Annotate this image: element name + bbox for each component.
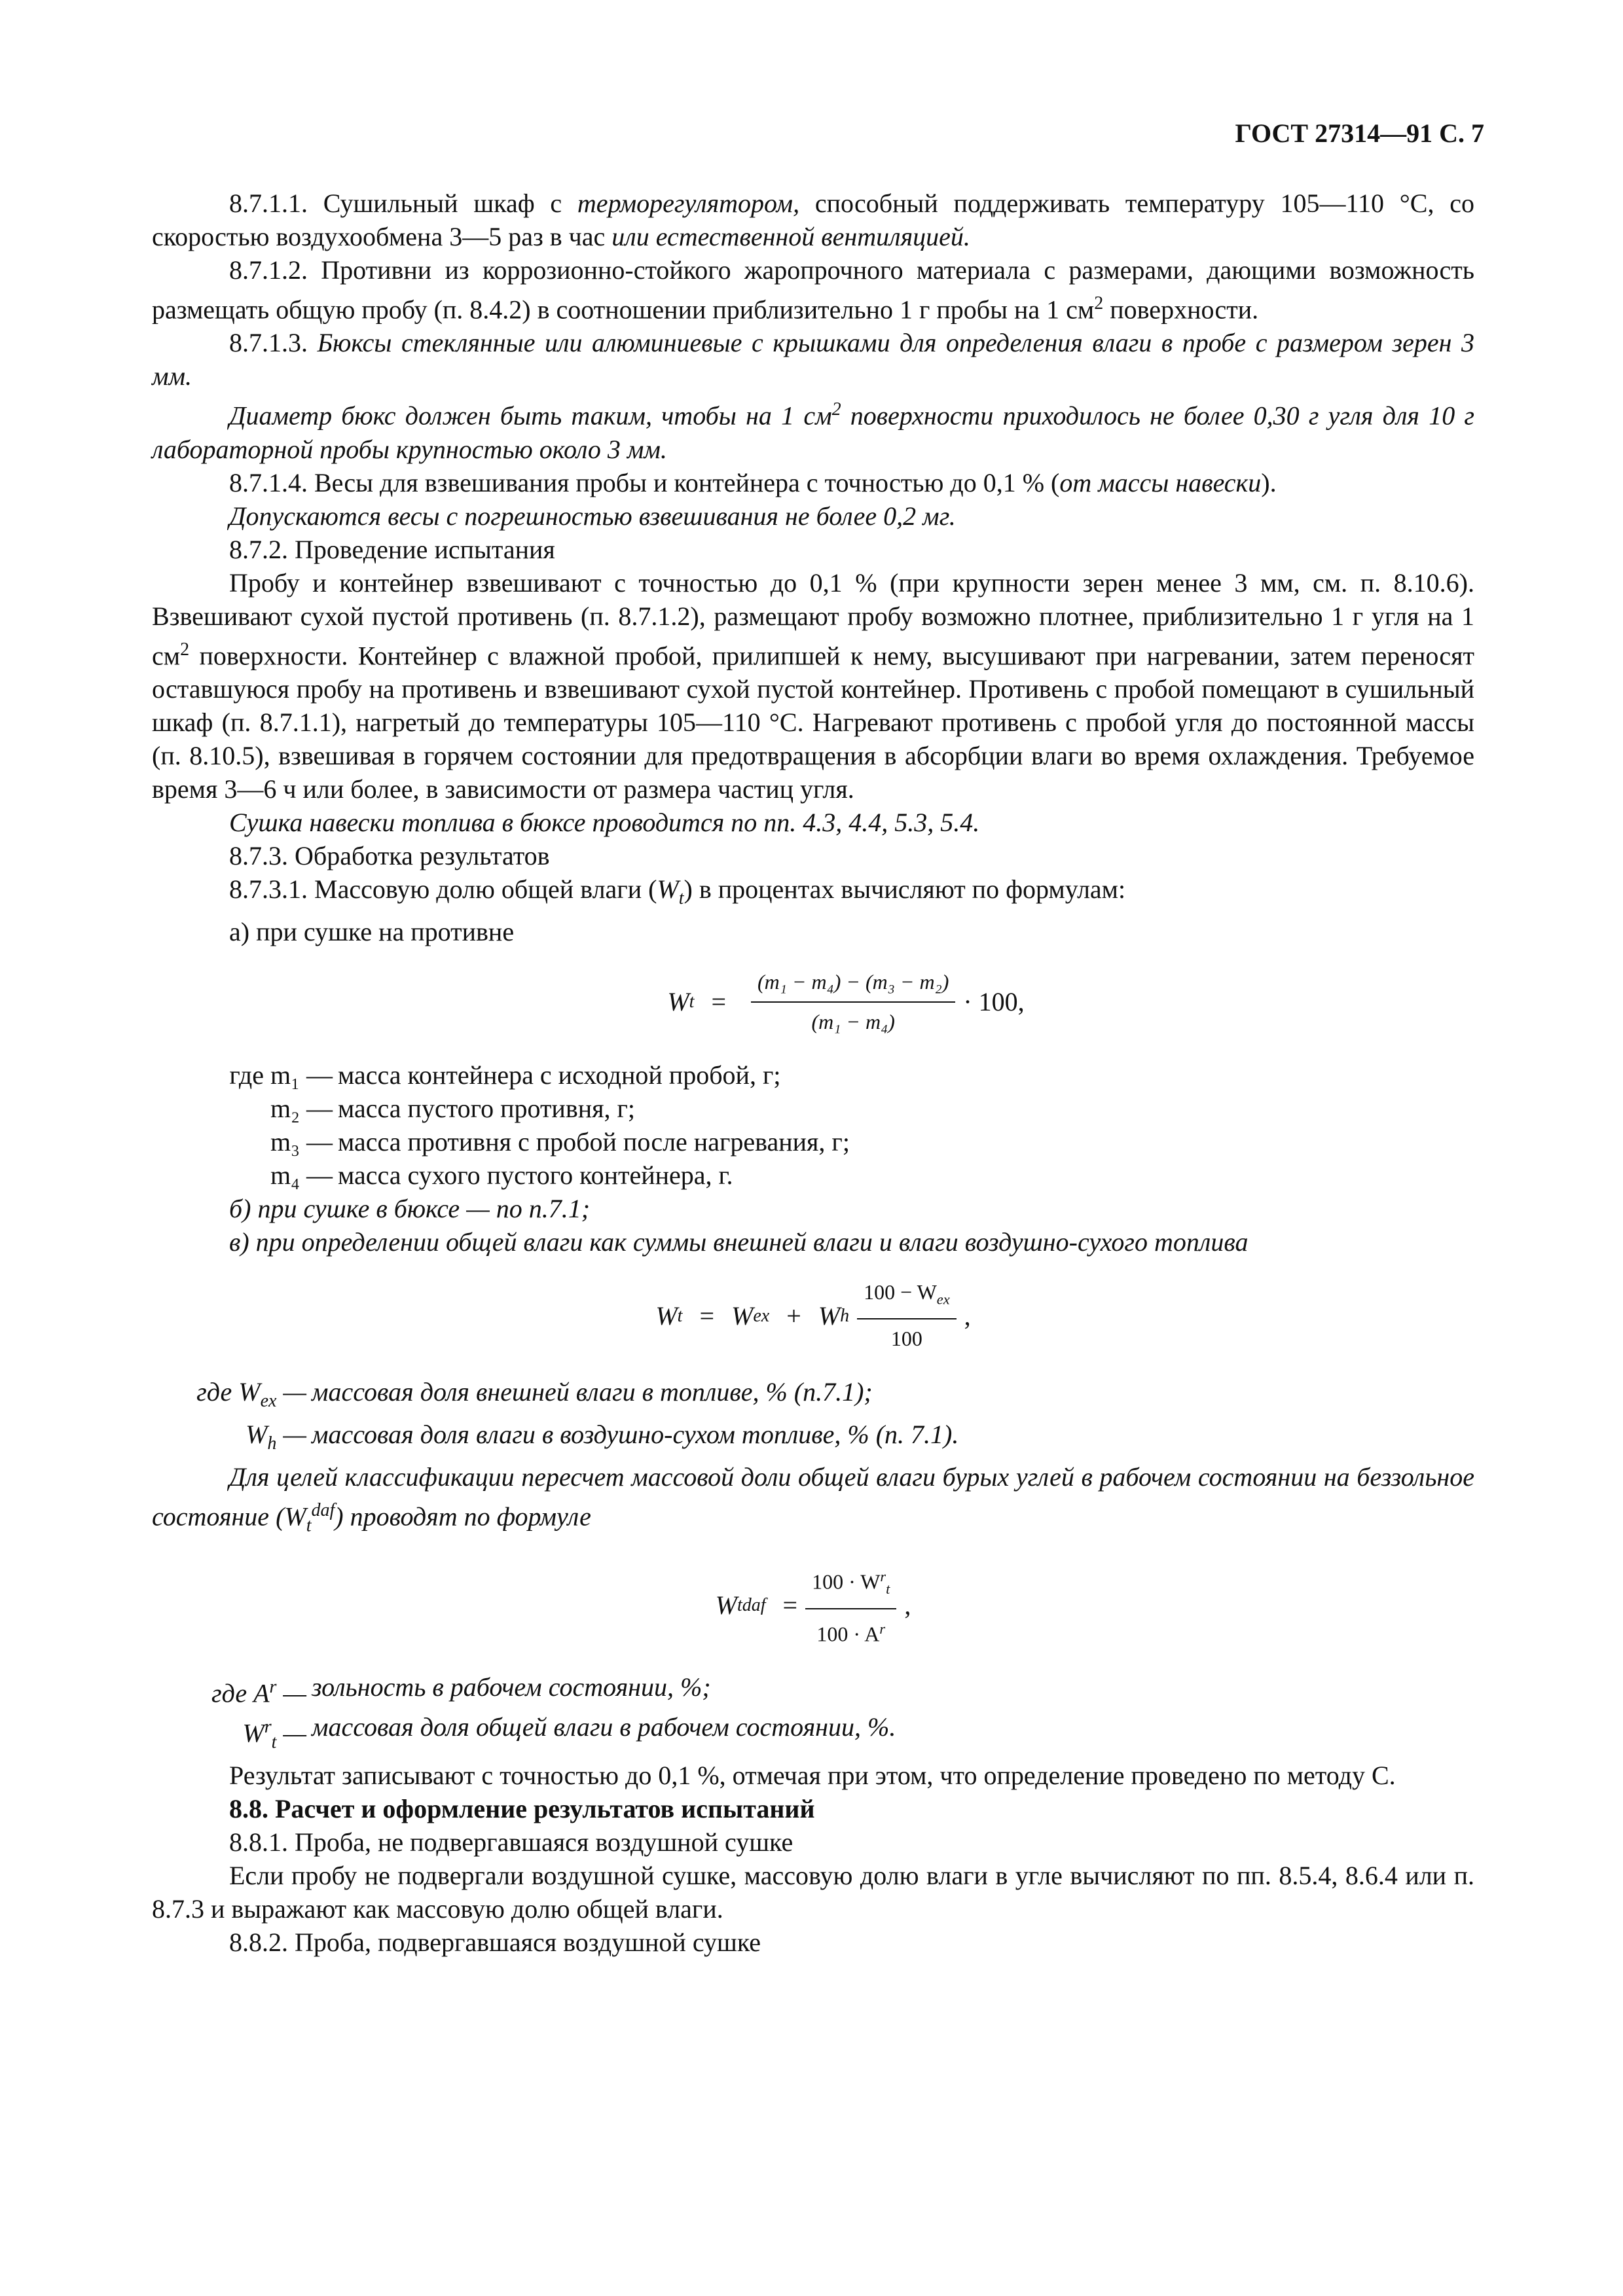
paragraph-8-8-2: 8.8.2. Проба, подвергавшаяся воздушной сушке	[229, 1928, 761, 1958]
paragraph-8-8-1: 8.8.1. Проба, не подвергавшаяся воздушной сушке	[229, 1827, 793, 1857]
variable-definition: m₄ — масса сухого пустого контейнера, г.	[270, 1160, 733, 1190]
variable-definition: где $W_{ex}$ — массовая доля внешней влаги в топливе, % (п.7.1);	[196, 1377, 873, 1412]
formula-moisture-sum: W t = W ex + W h $\frac{100 - W_{ex}}{100}$ ,	[152, 1276, 1474, 1355]
variable-definition: где $A^r$ — зольность в рабочем состоянии, %;	[211, 1672, 711, 1708]
page-header: ГОСТ 27314—91 С. 7	[1235, 118, 1484, 148]
formula-total-moisture: W t = $\frac{\text{(m₁ − m₄) − (m₃ − m₂)}}{\text{(m₁ − m₄)}}$ · 100,	[152, 965, 1474, 1039]
paragraph-item-c: в) при определении общей влаги как суммы внешней влаги и влаги воздушно-сухого топлива	[229, 1227, 1249, 1257]
paragraph-8-8-1-text: Если пробу не подвергали воздушной сушке, массовую долю влаги в угле вычисляют по пп. 8.5.4, 8.6.4 или п. 8.7.3 и выражают как массовую долю общей влаги.	[152, 1861, 1474, 1924]
paragraph-8-7-1-3: 8.7.1.3. Бюксы стеклянные или алюминиевые с крышками для определения влаги в пробе с размером зерен 3 мм.	[152, 328, 1475, 391]
paragraph-item-a: а) при сушке на противне	[229, 916, 515, 946]
formula-variables-list	[152, 1670, 1474, 1759]
paragraph-8-7-1-2: 8.7.1.2. Противни из коррозионно-стойкого жаропрочного материала с размерами, дающими возможность размещать общую пробу (п. 8.4.2) в соотношении приблизительно 1 г пробы на 1 $см^2$ поверхности.	[152, 255, 1474, 325]
paragraph-8-7-3-1: 8.7.3.1. Массовую долю общей влаги $(W_t)$ в процентах вычисляют по формулам:	[229, 874, 1126, 908]
formula-variables-list	[152, 1375, 1474, 1460]
paragraph-classification: Для целей классификации пересчет массовой доли общей влаги бурых углей в рабочем состоянии на беззольное состояние $(W_t^{daf})$ проводят по формуле	[152, 1462, 1474, 1536]
formula-fraction: $\frac{100 \cdot W^r_t}{100 \cdot A^r}$	[805, 1560, 896, 1651]
document-body	[152, 187, 1474, 1959]
paragraph-diameter: Диаметр бюкс должен быть таким, чтобы на 1 $см^2$ поверхности приходилось не более 0,30 г угля для 10 г лабораторной пробы крупностью около 3 мм.	[152, 399, 1475, 464]
variable-definition: $W^r_t$ — массовая доля общей влаги в рабочем состоянии, %.	[242, 1712, 896, 1753]
formula-variables-list	[152, 1058, 1474, 1192]
paragraph-8-7-2: 8.7.2. Проведение испытания	[229, 534, 555, 564]
paragraph-8-7-1-1: 8.7.1.1. Сушильный шкаф с терморегулятором, способный поддерживать температуру 105—110 °С, со скоростью воздухообмена 3—5 раз в час или естественной вентиляцией.	[152, 188, 1474, 251]
section-heading-8-8: 8.8. Расчет и оформление результатов испытаний	[229, 1794, 815, 1824]
paragraph-8-7-3: 8.7.3. Обработка результатов	[229, 840, 550, 870]
paragraph-scales-note: Допускаются весы с погрешностью взвешивания не более 0,2 мг.	[229, 501, 956, 531]
variable-definition: m₃ — масса противня с пробой после нагревания, г;	[270, 1126, 850, 1157]
paragraph-8-7-1-4: 8.7.1.4. Весы для взвешивания пробы и контейнера с точностью до 0,1 % (от массы навески).	[229, 467, 1277, 497]
paragraph-result: Результат записывают с точностью до 0,1 %, отмечая при этом, что определение проведено по методу С.	[229, 1761, 1396, 1791]
formula-fraction: $\frac{\text{(m₁ − m₄) − (m₃ − m₂)}}{\text{(m₁ − m₄)}}$	[751, 965, 955, 1039]
paragraph-drying-note: Сушка навески топлива в бюксе проводится по пп. 4.3, 4.4, 5.3, 5.4.	[229, 807, 980, 837]
paragraph-item-b: б) при сушке в бюксе — по п.7.1;	[229, 1193, 591, 1223]
variable-definition: m₂ — масса пустого противня, г;	[270, 1093, 636, 1123]
paragraph-procedure: Пробу и контейнер взвешивают с точностью до 0,1 % (при крупности зерен менее 3 мм, см. п. 8.10.6). Взвешивают сухой пустой противень (п. 8.7.1.2), размещают пробу возможно плотнее, приблизительно 1 г угля на 1 $см^2$ поверхности. Контейнер с влажной пробой, прилипшей к нему, высушивают при нагревании, затем переносят оставшуюся пробу на противень и взвешивают сухой пустой контейнер. Противень с пробой помещают в сушильный шкаф (п. 8.7.1.1), нагретый до температуры 105—110 °С. Нагревают противень с пробой угля до постоянной массы (п. 8.10.5), взвешивая в горячем состоянии для предотвращения в абсорбции влаги во время охлаждения. Требуемое время 3—6 ч или более, в зависимости от размера частиц угля.	[152, 567, 1474, 804]
variable-definition: $W_h$ — массовая доля влаги в воздушно-сухом топливе, % (п. 7.1).	[246, 1420, 959, 1454]
formula-fraction: $\frac{100 - W_{ex}}{100}$	[857, 1276, 957, 1355]
formula-daf-moisture: W t daf = $\frac{100 \cdot W^r_t}{100 \cdot A^r}$ ,	[152, 1560, 1474, 1651]
variable-definition: где m₁ — масса контейнера с исходной пробой, г;	[229, 1060, 781, 1090]
